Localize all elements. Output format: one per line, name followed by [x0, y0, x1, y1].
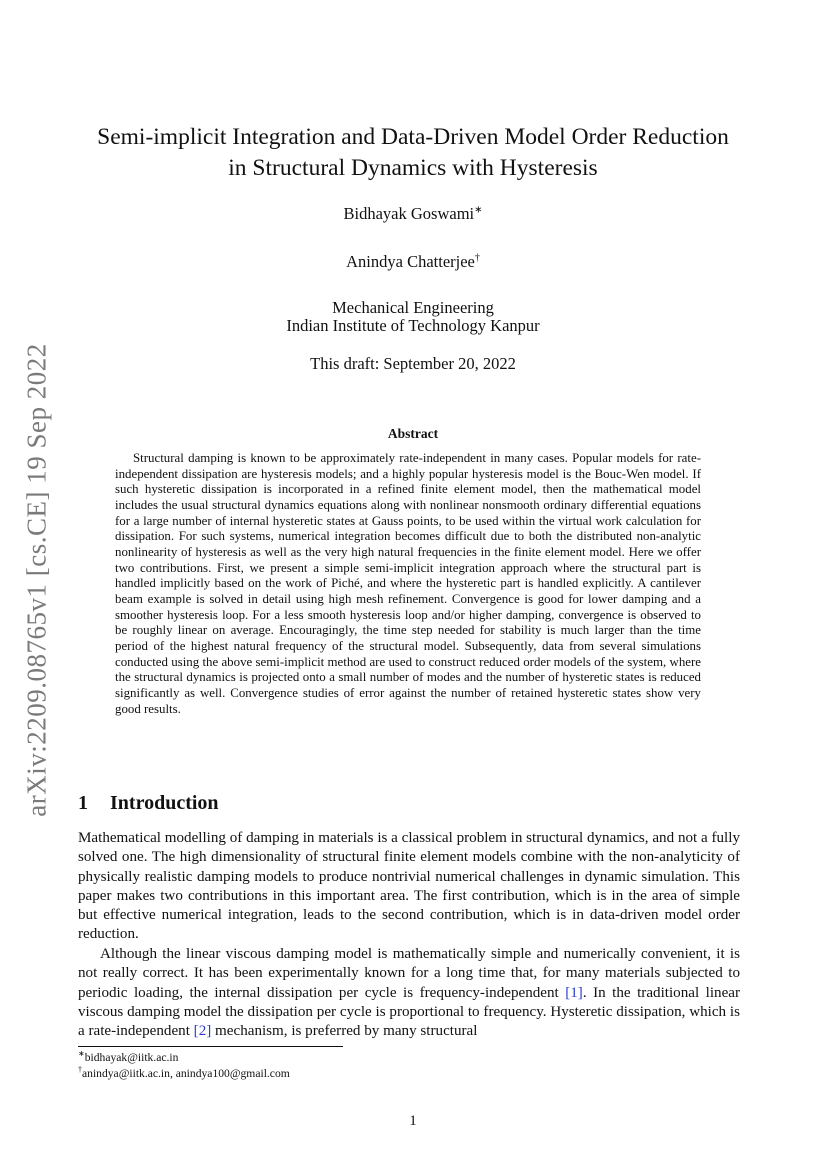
- footnote-1-mark: ∗: [78, 1049, 85, 1058]
- section-heading: [78, 792, 219, 815]
- intro-paragraph-2-part-3: mechanism, is preferred by many structural: [211, 1023, 478, 1040]
- title-line-2: in Structural Dynamics with Hysteresis: [228, 155, 598, 181]
- author-1-name: Bidhayak Goswami: [343, 204, 475, 223]
- section-title: Introduction: [110, 792, 219, 814]
- arxiv-identifier: arXiv:2209.08765v1 [cs.CE] 19 Sep 2022: [21, 343, 52, 817]
- author-2-name: Anindya Chatterjee: [346, 252, 475, 271]
- author-2: [0, 252, 826, 272]
- footnote-2-mark: †: [78, 1065, 82, 1074]
- abstract-heading: Abstract: [387, 426, 439, 441]
- footnote-2-text: anindya@iitk.ac.in, anindya100@gmail.com: [82, 1066, 290, 1080]
- author-1-footnote-mark: ∗: [474, 204, 483, 216]
- affiliation-line-2: Indian Institute of Technology Kanpur: [286, 316, 540, 335]
- intro-paragraph-2-part-1: Although the linear viscous damping model is mathematically simple and numerically convenient, it is not really correct. It has been experimentally known for a long time that, for many materials subjected to periodic loading, the internal dissipation per cycle is frequency-independent: [78, 946, 740, 1001]
- footnote-rule: [78, 1046, 343, 1047]
- draft-date: This draft: September 20, 2022: [310, 354, 516, 373]
- intro-paragraph-1: Mathematical modelling of damping in materials is a classical problem in structural dynamics, and not a fully solved one. The high dimensionality of structural finite element models combine with the non-analyticity of physically realistic damping models to produce nontrivial numerical challenges in dynamic simulation. This paper makes two contributions in this important area. The first contribution, which is in the area of simple but effective numerical integration, leads to the second contribution, which is in data-driven model order reduction.: [78, 830, 740, 943]
- citation-link-2[interactable]: [2]: [193, 1023, 212, 1040]
- footnote-1-text: bidhayak@iitk.ac.in: [84, 1050, 179, 1064]
- footnote-2: [78, 1065, 290, 1080]
- author-2-footnote-mark: †: [474, 252, 480, 264]
- intro-paragraph-2-part-2: . In the traditional linear viscous damping model the dissipation per cycle is proportional to frequency. Hysteretic dissipation, which is a rate-independent: [78, 984, 741, 1040]
- intro-paragraph-2: [78, 945, 740, 1041]
- affiliation-line-1: Mechanical Engineering: [332, 298, 494, 317]
- abstract-body: Structural damping is known to be approximately rate-independent in many cases. Popular models for rate-independent dissipation are hysteresis models; and a highly popular hysteresis model is the Bouc-Wen model. If such hysteretic dissipation is incorporated in a refined finite element model, then the mathematical model includes the usual structural dynamics equations along with nonlinear nonsmooth ordinary differential equations for a large number of internal hysteretic states at Gauss points, to be used within the virtual work calculation for dissipation. For such systems, numerical integration becomes difficult due to both the distributed non-analytic nonlinearity of hysteresis as well as the very high natural frequencies in the finite element model. Here we offer two contributions. First, we present a simple semi-implicit integration approach where the structural part is handled implicitly based on the work of Piché, and where the hysteretic part is handled explicitly. A cantilever beam example is solved in detail using high mesh refinement. Convergence is good for lower damping and a smoother hysteresis loop. For a less smooth hysteresis loop and/or higher damping, convergence is observed to be roughly linear on average. Encouragingly, the time step needed for stability is much larger than the time period of the highest natural frequency of the structural model. Subsequently, data from several simulations conducted using the above semi-implicit method are used to construct reduced order models of the system, where the structural dynamics is projected onto a small number of modes and the number of hysteretic states is reduced significantly as well. Convergence studies of error against the number of retained hysteretic states show very good results.: [115, 451, 701, 716]
- citation-link-1[interactable]: [1]: [565, 984, 583, 1001]
- footnote-1: [78, 1049, 178, 1064]
- page-number: 1: [409, 1113, 417, 1129]
- title-line-1: Semi-implicit Integration and Data-Driven Model Order Reduction: [97, 124, 729, 150]
- paper-title: [0, 122, 826, 184]
- section-number: 1: [78, 792, 88, 814]
- author-1: [0, 204, 826, 224]
